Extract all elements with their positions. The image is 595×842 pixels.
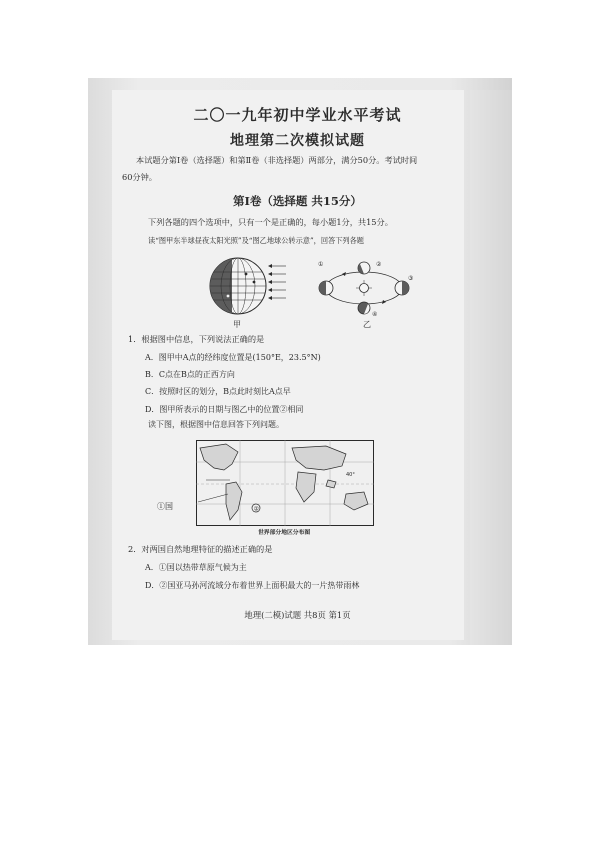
figure-yi-orbit <box>310 254 418 320</box>
question-instructions: 下列各题的四个选项中，只有一个是正确的，每小题1分，共15分。 <box>148 217 393 227</box>
question-1-option-b: B．C点在B点的正西方向 <box>145 370 235 379</box>
exam-title: 二〇一九年初中学业水平考试 <box>193 106 402 124</box>
figure-jia-globe <box>206 252 296 324</box>
figure-yi-label: 乙 <box>363 320 371 329</box>
svg-text:①: ① <box>318 261 324 268</box>
adjacent-page-edge <box>470 90 512 645</box>
question-1-option-a: A．图甲中A点的经纬度位置是(150°E，23.5°N) <box>145 353 321 362</box>
svg-text:40°: 40° <box>346 472 355 478</box>
map-caption: 世界部分地区分布图 <box>258 530 311 536</box>
question-2-option-a: A．①国以热带草原气候为主 <box>145 563 247 572</box>
question-1-option-c: C．按照时区的划分，B点此时刻比A点早 <box>145 387 291 396</box>
figure-prompt: 读“图甲东半球昼夜太阳光照”及“图乙地球公转示意”，回答下列各题 <box>148 236 364 245</box>
exam-subtitle: 地理第二次模拟试题 <box>230 133 365 149</box>
svg-text:③: ③ <box>408 275 414 282</box>
svg-text:②: ② <box>253 505 259 513</box>
map-marker-country-1: ①国 <box>157 502 173 511</box>
map-prompt: 读下图，根据图中信息回答下列问题。 <box>148 420 284 429</box>
figure-jia-label: 甲 <box>233 320 241 329</box>
world-map-figure <box>196 440 374 526</box>
exam-paper <box>112 90 464 640</box>
svg-text:④: ④ <box>372 311 378 318</box>
question-2-option-d: D．②国亚马孙河流域分布着世界上面积最大的一片热带雨林 <box>145 581 360 590</box>
intro-text-line1: 本试题分第Ⅰ卷（选择题）和第Ⅱ卷（非选择题）两部分，满分50分。考试时间 <box>136 155 418 165</box>
question-1-option-d: D．图甲所表示的日期与图乙中的位置②相同 <box>145 405 304 414</box>
intro-text-line2: 60分钟。 <box>122 172 157 182</box>
page-footer: 地理(二模)试题 共8页 第1页 <box>244 610 351 620</box>
question-1-stem: 1．根据图中信息，下列说法正确的是 <box>128 334 265 344</box>
section-title: 第Ⅰ卷（选择题 共15分） <box>233 194 362 208</box>
svg-text:②: ② <box>376 261 382 268</box>
question-2-stem: 2．对两国自然地理特征的描述正确的是 <box>128 544 273 554</box>
